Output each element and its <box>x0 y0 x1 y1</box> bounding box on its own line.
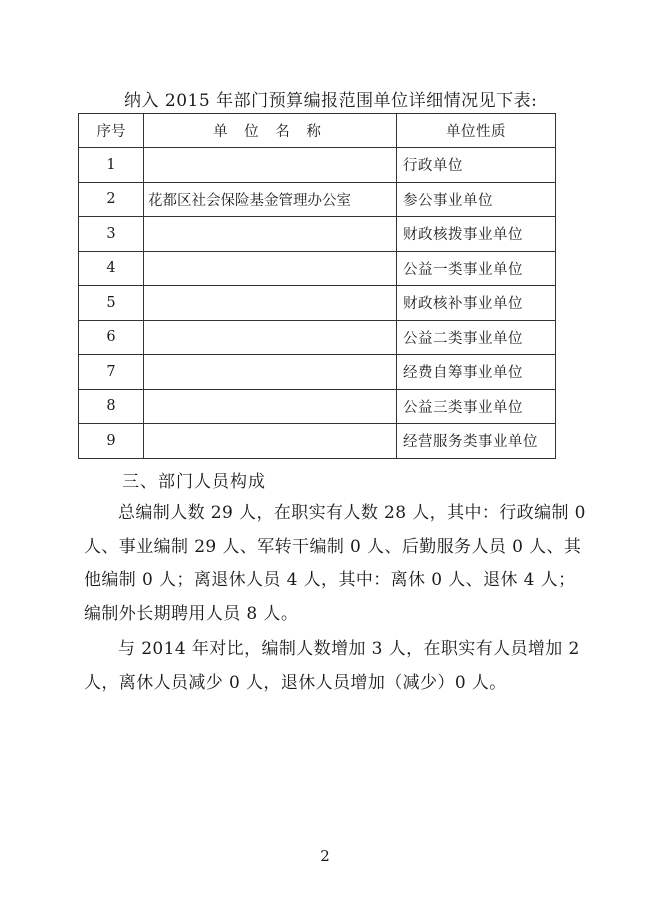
table-intro-text: 纳入 2015 年部门预算编报范围单位详细情况见下表: <box>124 91 538 111</box>
table-row <box>79 251 556 286</box>
row-name <box>144 217 397 252</box>
row-type: 公益二类事业单位 <box>397 320 556 355</box>
paragraph-line: 人、事业编制 29 人、军转干编制 0 人、后勤服务人员 0 人、其 <box>84 536 582 557</box>
table-header-row <box>79 114 556 148</box>
row-type: 公益三类事业单位 <box>397 389 556 424</box>
staff-composition-paragraph <box>84 497 586 631</box>
row-no: 5 <box>79 286 144 321</box>
row-type: 行政单位 <box>397 148 556 183</box>
row-name <box>144 424 397 459</box>
paragraph-line: 编制外长期聘用人员 8 人。 <box>84 603 299 624</box>
table-row <box>79 148 556 183</box>
row-type: 经费自筹事业单位 <box>397 355 556 390</box>
row-type: 财政核补事业单位 <box>397 286 556 321</box>
section-heading: 三、部门人员构成 <box>122 472 266 492</box>
header-type: 单位性质 <box>397 114 556 148</box>
row-no: 2 <box>79 182 144 217</box>
row-name: 花都区社会保险基金管理办公室 <box>144 182 397 217</box>
budget-units-table <box>78 113 556 459</box>
row-no: 8 <box>79 389 144 424</box>
table-row <box>79 389 556 424</box>
table-row <box>79 320 556 355</box>
row-name <box>144 355 397 390</box>
paragraph-line: 他编制 0 人；离退休人员 4 人，其中：离休 0 人、退休 4 人； <box>84 570 576 590</box>
row-name <box>144 148 397 183</box>
row-type: 经营服务类事业单位 <box>397 424 556 459</box>
row-name <box>144 389 397 424</box>
row-no: 4 <box>79 251 144 286</box>
comparison-paragraph <box>84 633 580 700</box>
row-name <box>144 251 397 286</box>
paragraph-line: 总编制人数 29 人，在职实有人数 28 人，其中：行政编制 0 <box>118 503 586 523</box>
row-no: 3 <box>79 217 144 252</box>
row-type: 公益一类事业单位 <box>397 251 556 286</box>
header-name: 单 位 名 称 <box>144 114 397 148</box>
table-row <box>79 286 556 321</box>
row-type: 参公事业单位 <box>397 182 556 217</box>
row-no: 9 <box>79 424 144 459</box>
row-name <box>144 320 397 355</box>
paragraph-line: 与 2014 年对比，编制人数增加 3 人，在职实有人员增加 2 <box>118 639 580 659</box>
row-type: 财政核拨事业单位 <box>397 217 556 252</box>
page-number: 2 <box>320 847 330 865</box>
table-row <box>79 355 556 390</box>
table-row <box>79 424 556 459</box>
table-row <box>79 182 556 217</box>
row-name <box>144 286 397 321</box>
row-no: 7 <box>79 355 144 390</box>
header-no: 序号 <box>79 114 144 148</box>
row-no: 6 <box>79 320 144 355</box>
table-row <box>79 217 556 252</box>
paragraph-line: 人，离休人员减少 0 人，退休人员增加（减少）0 人。 <box>84 672 507 693</box>
row-no: 1 <box>79 148 144 183</box>
